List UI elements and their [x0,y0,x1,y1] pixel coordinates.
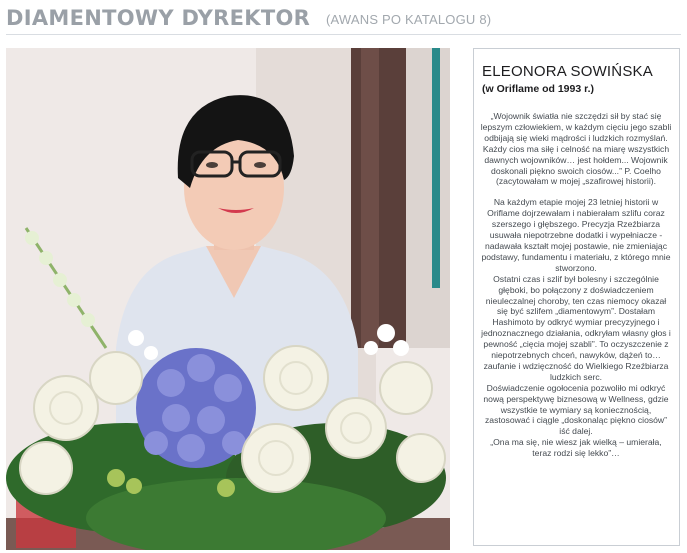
portrait-photo [6,48,450,550]
profile-membership: (w Oriflame od 1993 r.) [482,83,595,95]
story-paragraph-1: Na każdym etapie mojej 23 letniej historii w Oriflame dojrzewałam i nabierałam szlifu coraz szerszego i głębszego. Precyzja Rzeźbiarza usuwała niepotrzebne dodatki i wypełniacze - nadawała kształt mojej postawie, nie zmieniając podstawy, fundamentu i materiału, z którego mnie stworzono. [481,197,671,273]
story-paragraph-3: Doświadczenie ogołocenia pozwoliło mi odkryć nową perspektywę biznesową w Wellness, gdzie wszystkie te wymiary są koniecznością, zastosować i ciągle „doskonaląc piękno ciosów” iść dalej. [483,382,669,437]
profile-story [480,111,672,459]
page-subtitle: (AWANS PO KATALOGU 8) [326,12,492,27]
story-paragraph-4: „Ona ma się, nie wiesz jak wielką – umierała, teraz rodzi się lekko”… [490,437,662,459]
quote-paragraph: „Wojownik światła nie szczędzi sił by stać się lepszym człowiekiem, w każdym cięciu jego szabli odbijają się wieki mądrości i ludzkich rozmyślań. Każdy cios ma siłę i celność na miarę wszystkich dawnych wojowników… jest hołdem... Wojownik doskonali piękno swoich ciosów...” P. Coelho (zacytowałam w mojej „szafirowej historii). [480,111,672,187]
portrait-illustration [6,48,450,550]
profile-panel [473,48,680,546]
page-title: DIAMENTOWY DYREKTOR [6,6,311,30]
profile-name: ELEONORA SOWIŃSKA [482,63,653,80]
page-header [6,4,681,35]
story-paragraph-2: Ostatni czas i szlif był bolesny i szczególnie głęboki, bo połączony z doświadczeniem nieuleczalnej choroby, ten czas niemocy okazał się być szlifem „diamentowym”. Dostałam Hashimoto by odkryć wymiar precyzyjnego i jednoznacznego działania, odkryłam własny głos i pewność „cięcia mojej szabli”. To oczyszczenie z niepotrzebnych chceń, nawyków, dążeń to… zaufanie i wdzięczność do Wielkiego Rzeźbiarza ludzkich serc. [481,273,671,382]
